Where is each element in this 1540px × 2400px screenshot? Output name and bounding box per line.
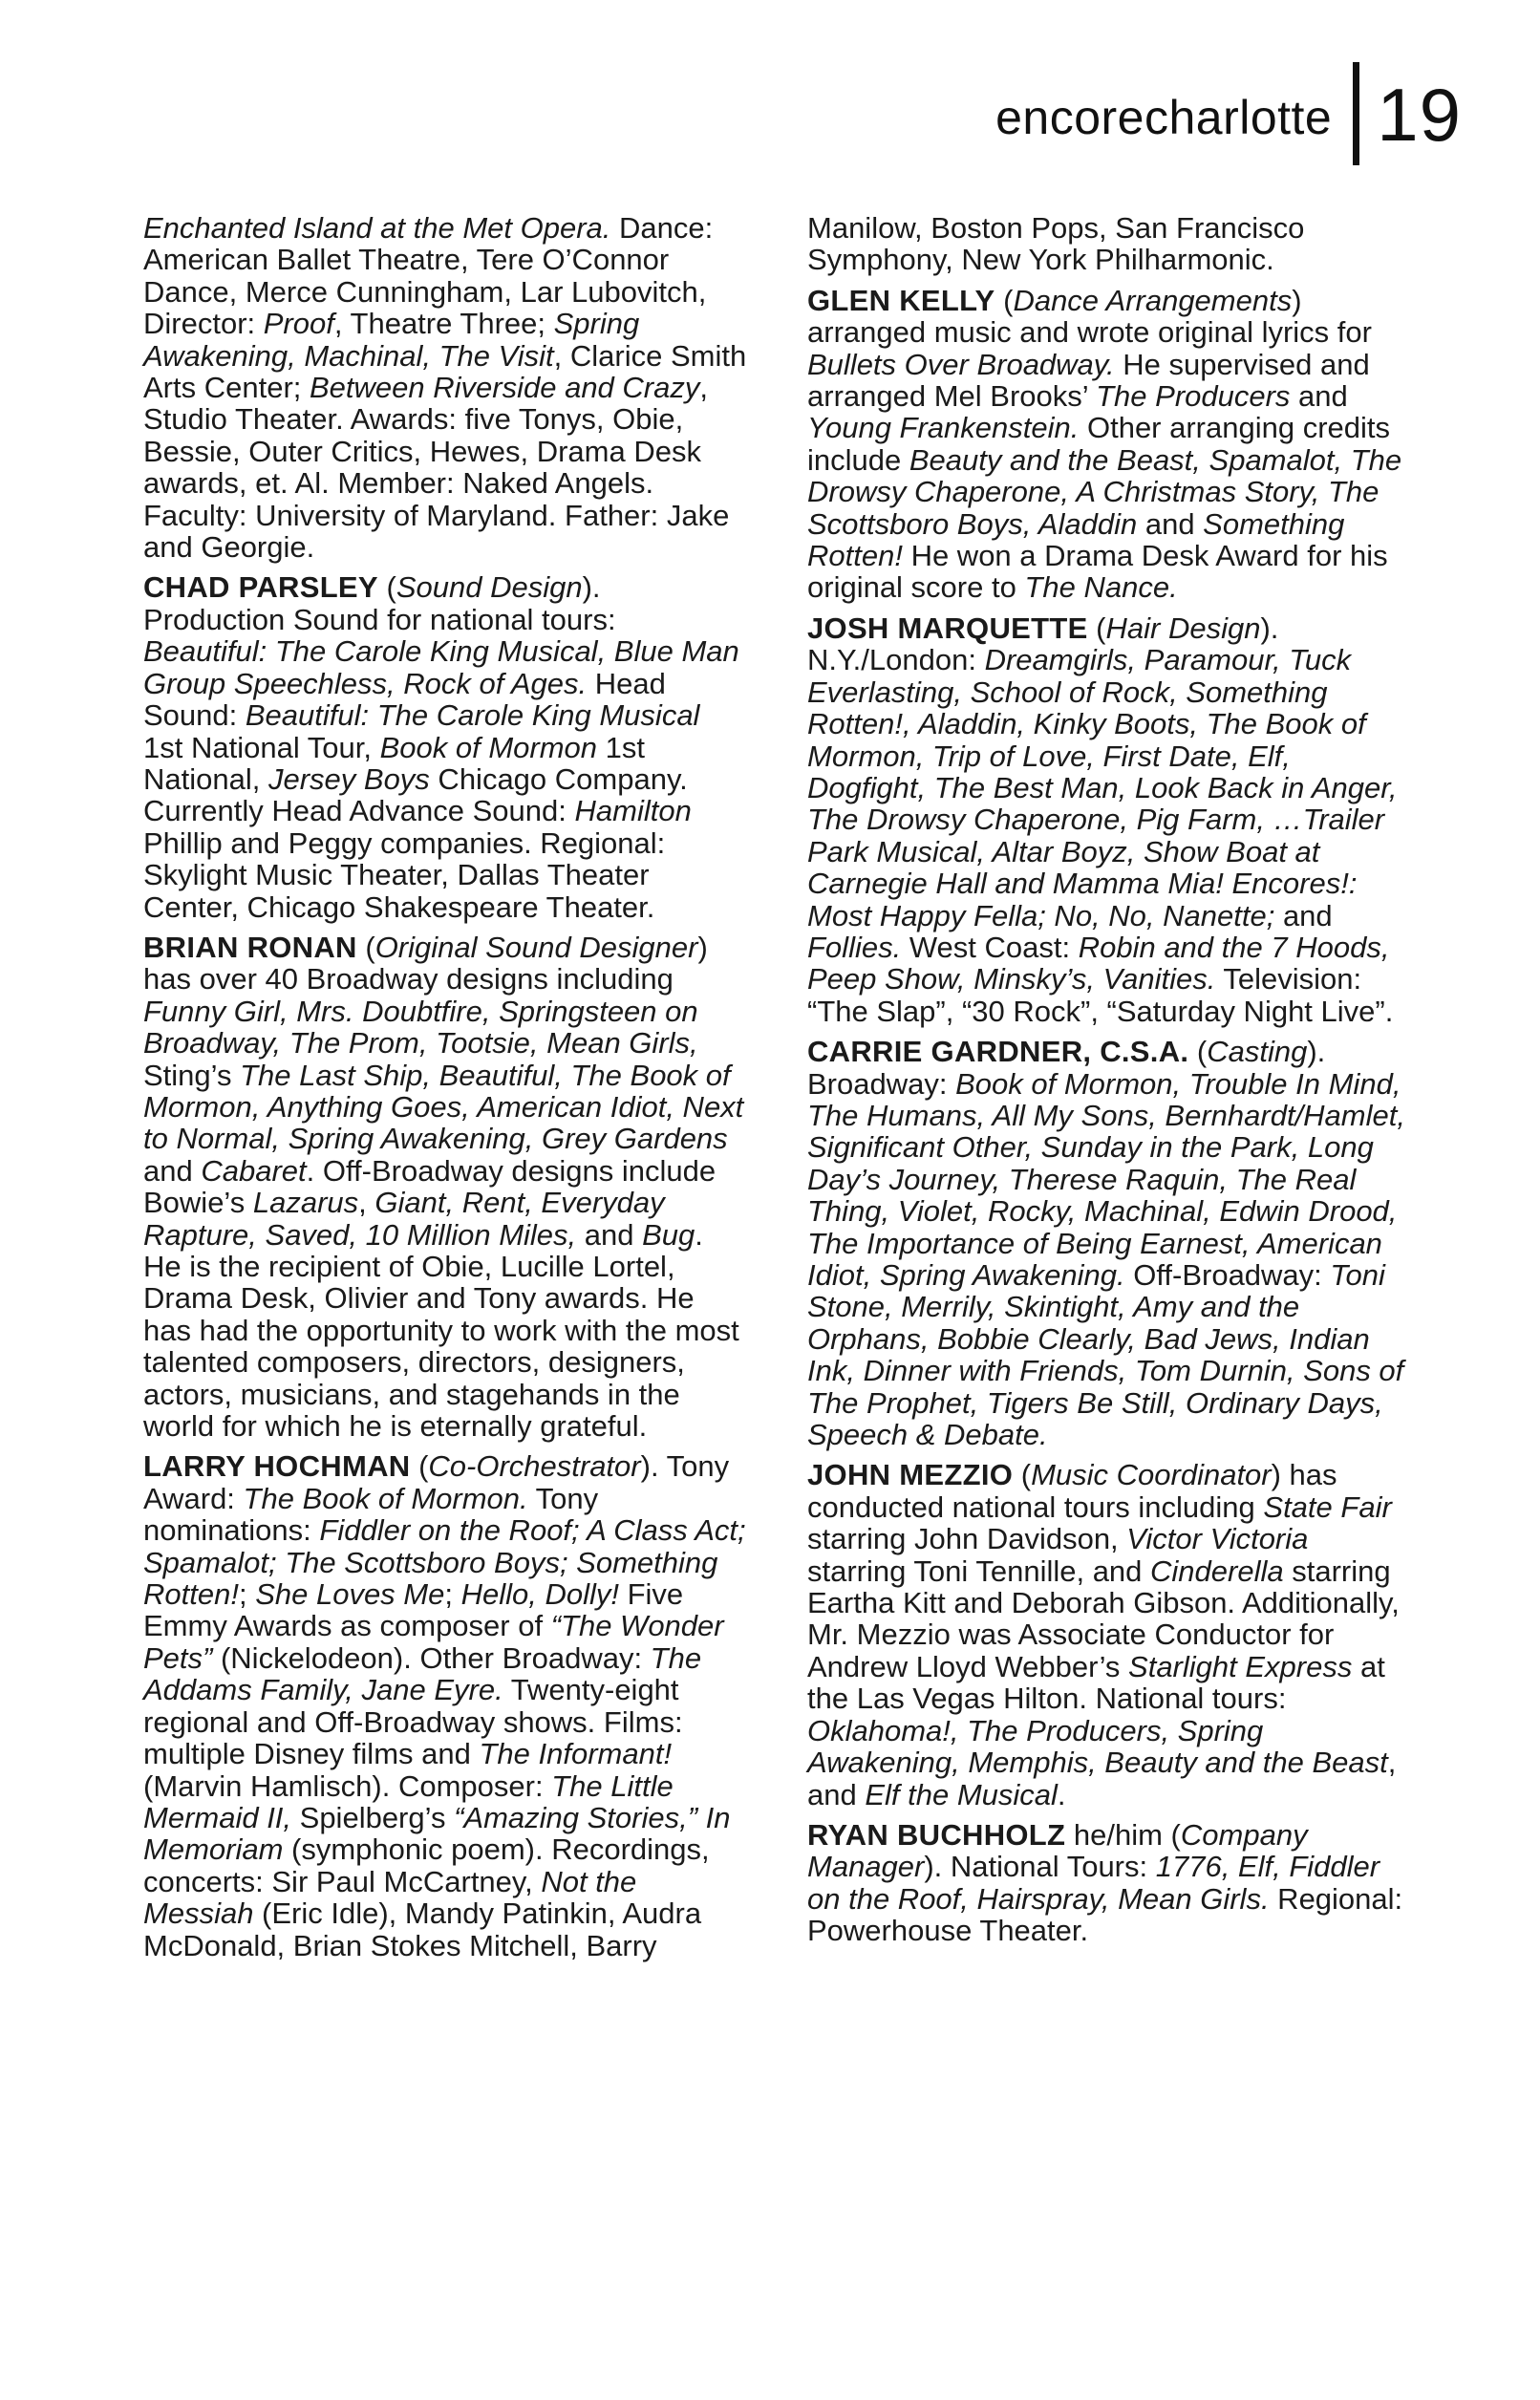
body-text: ). Tony Award:	[143, 1449, 730, 1515]
body-text: ;	[444, 1577, 461, 1612]
bio-name: LARRY HOCHMAN	[143, 1449, 411, 1484]
page-number: 19	[1377, 72, 1462, 157]
body-text: He supervised and arranged Mel Brooks’	[807, 347, 1370, 414]
bio-paragraph	[807, 612, 1409, 1027]
body-text: starring John Davidson,	[807, 1522, 1127, 1556]
italic-title-text: Elf the Musical	[865, 1777, 1058, 1811]
italic-title-text: Spring Awakening, Machinal, The Visit	[143, 307, 640, 373]
body-text: (	[410, 1449, 429, 1484]
publication-title: encorecharlotte	[995, 91, 1333, 144]
body-text: ). National Tours:	[924, 1850, 1156, 1884]
italic-title-text: The Producers	[1096, 379, 1291, 414]
italic-title-text: Jersey Boys	[267, 761, 430, 796]
italic-title-text: Original Sound Designer	[374, 930, 698, 964]
italic-title-text: She Loves Me	[255, 1577, 445, 1612]
bio-paragraph	[807, 1819, 1409, 1947]
italic-title-text: Book of Mormon, Trouble In Mind, The Humans, All My Sons, Bernhardt/Hamlet, Significant Other, Sunday in the Park, Long Day’s Journey, Therese Raquin, The Real Thing, Violet, Rocky, Machinal, Edwin Drood, The Importance of Being Earnest, American Idiot, Spring Awakening.	[807, 1066, 1405, 1292]
italic-title-text: Robin and the 7 Hoods, Peep Show, Minsky’s, Vanities.	[807, 930, 1390, 996]
body-text: and	[576, 1217, 643, 1252]
italic-title-text: The Addams Family, Jane Eyre.	[143, 1640, 702, 1707]
italic-title-text: Not the Messiah	[143, 1864, 637, 1931]
italic-title-text: Toni Stone, Merrily, Skintight, Amy and the Orphans, Bobbie Clearly, Bad Jews, Indian Ink, Dinner with Friends, Tom Durnin, Sons of The Prophet, Tigers Be Still, Ordinary Days, Speech & Debate.	[807, 1258, 1404, 1452]
body-text: Other arranging credits include	[807, 411, 1391, 477]
italic-title-text: Oklahoma!, The Producers, Spring Awakening, Memphis, Beauty and the Beast	[807, 1713, 1388, 1780]
body-text: ) has conducted national tours including	[807, 1458, 1337, 1524]
italic-title-text: The Informant!	[479, 1737, 673, 1771]
body-text: (	[377, 570, 396, 605]
body-text: (	[356, 930, 375, 964]
bio-name: RYAN BUCHHOLZ	[807, 1817, 1066, 1852]
italic-title-text: Co-Orchestrator	[428, 1449, 641, 1484]
italic-title-text: Starlight Express	[1128, 1649, 1353, 1683]
body-text: Phillip and Peggy companies. Regional: Skylight Music Theater, Dallas Theater Center, Chicago Shakespeare Theater.	[143, 825, 666, 924]
body-text: ;	[238, 1577, 256, 1612]
italic-title-text: The Nance.	[1024, 570, 1178, 605]
body-text: starring Eartha Kitt and Deborah Gibson. Additionally, Mr. Mezzio was Associate Conductor for Andrew Lloyd Webber’s	[807, 1554, 1400, 1683]
body-text: Twenty-eight regional and Off-Broadway shows. Films: multiple Disney films and	[143, 1673, 683, 1771]
body-text: Regional: Powerhouse Theater.	[807, 1881, 1403, 1948]
italic-title-text: Book of Mormon	[379, 730, 598, 764]
bio-paragraph	[143, 1450, 747, 1961]
bio-name: JOHN MEZZIO	[807, 1458, 1014, 1492]
body-text: (	[1188, 1035, 1208, 1069]
body-text: , Theatre Three;	[333, 307, 554, 341]
body-text: Five Emmy Awards as composer of	[143, 1577, 684, 1643]
body-text: (	[995, 283, 1014, 317]
body-text: Spielberg’s	[291, 1800, 455, 1834]
italic-title-text: Bullets Over Broadway.	[807, 347, 1115, 381]
body-text: Dance: American Ballet Theatre, Tere O’Connor Dance, Merce Cunningham, Lar Lubovitch, Director:	[143, 211, 714, 341]
body-text: and	[143, 1153, 202, 1188]
body-text: (Nickelodeon). Other Broadway:	[212, 1640, 651, 1675]
bio-name: BRIAN RONAN	[143, 930, 357, 964]
body-text: and	[1290, 379, 1348, 414]
bio-name: JOSH MARQUETTE	[807, 611, 1088, 645]
italic-title-text: Proof	[263, 307, 334, 341]
body-text: and	[1137, 506, 1204, 541]
body-text: ). Production Sound for national tours:	[143, 570, 616, 636]
italic-title-text: Company Manager	[807, 1817, 1308, 1884]
body-text: (Eric Idle), Mandy Patinkin, Audra McDonald, Brian Stokes Mitchell, Barry	[143, 1896, 702, 1962]
italic-title-text: The Little Mermaid II,	[143, 1768, 674, 1834]
body-text: Head Sound:	[143, 666, 666, 733]
bio-name: GLEN KELLY	[807, 283, 995, 317]
italic-title-text: Sound Design	[396, 570, 583, 605]
header-divider	[1353, 62, 1359, 165]
italic-title-text: Follies.	[807, 930, 902, 964]
body-text: (	[1087, 611, 1106, 645]
italic-title-text: Beautiful: The Carole King Musical, Blue Man Group Speechless, Rock of Ages.	[143, 634, 739, 700]
italic-title-text: Enchanted Island at the Met Opera.	[143, 211, 611, 245]
body-text: ,	[358, 1186, 375, 1220]
italic-title-text: Fiddler on the Roof; A Class Act; Spamalot; The Scottsboro Boys; Something Rotten!	[143, 1513, 746, 1612]
italic-title-text: Cabaret	[201, 1153, 307, 1188]
italic-title-text: Giant, Rent, Everyday Rapture, Saved, 10 Million Miles,	[143, 1186, 665, 1252]
bio-name: CARRIE GARDNER, C.S.A.	[807, 1035, 1189, 1069]
italic-title-text: “The Wonder Pets”	[143, 1609, 724, 1675]
body-text: .	[1057, 1777, 1066, 1811]
italic-title-text: Music Coordinator	[1031, 1458, 1272, 1492]
body-text: 1st National,	[143, 730, 645, 796]
italic-title-text: Hair Design	[1105, 611, 1261, 645]
left-column	[143, 212, 747, 1970]
bio-paragraph	[807, 1036, 1409, 1450]
bio-name: CHAD PARSLEY	[143, 570, 378, 605]
body-text: , Clarice Smith Arts Center;	[143, 338, 747, 405]
body-text: starring Toni Tennille, and	[807, 1554, 1151, 1588]
body-text: ). Broadway:	[807, 1035, 1326, 1101]
italic-title-text: Beauty and the Beast, Spamalot, The Drowsy Chaperone, A Christmas Story, The Scottsboro Boys, Aladdin	[807, 442, 1402, 541]
bio-paragraph	[143, 571, 747, 922]
italic-title-text: Dreamgirls, Paramour, Tuck Everlasting, School of Rock, Something Rotten!, Aladdin, Kinky Boots, The Book of Mormon, Trip of Love, First Date, Elf, Dogfight, The Best Man, Look Back in Anger, The Drowsy Chaperone, Pig Farm, …Trailer Park Musical, Altar Boyz, Show Boat at Carnegie Hall and Mamma Mia! Encores!: Most Happy Fella; No, No, Nanette;	[807, 643, 1398, 932]
bio-paragraph	[807, 285, 1409, 604]
italic-title-text: Dance Arrangements	[1013, 283, 1293, 317]
italic-title-text: Hamilton	[574, 794, 692, 828]
italic-title-text: The Last Ship, Beautiful, The Book of Mormon, Anything Goes, American Idiot, Next to Normal, Spring Awakening, Grey Gardens	[143, 1058, 744, 1156]
italic-title-text: Casting	[1207, 1035, 1308, 1069]
italic-title-text: The Book of Mormon.	[243, 1481, 528, 1515]
body-text: He won a Drama Desk Award for his original score to	[807, 539, 1388, 605]
body-text: at the Las Vegas Hilton. National tours:	[807, 1649, 1385, 1716]
body-text: Off-Broadway:	[1124, 1258, 1331, 1292]
body-text: 1st National Tour,	[143, 730, 380, 764]
italic-title-text: Hello, Dolly!	[460, 1577, 619, 1612]
body-text: Sting’s	[143, 1058, 241, 1092]
italic-title-text: 1776, Elf, Fiddler on the Roof, Hairspray, Mean Girls.	[807, 1850, 1380, 1916]
body-text: , Studio Theater. Awards: five Tonys, Obie, Bessie, Outer Critics, Hewes, Drama Desk awards, et. Al. Member: Naked Angels. Faculty: University of Maryland. Father: Jake and Georgie.	[143, 371, 730, 565]
body-text: ) arranged music and wrote original lyrics for	[807, 283, 1372, 350]
italic-title-text: Young Frankenstein.	[807, 411, 1080, 445]
body-text: . Off-Broadway designs include Bowie’s	[143, 1153, 717, 1220]
body-text: West Coast:	[901, 930, 1079, 964]
body-text: . He is the recipient of Obie, Lucille Lortel, Drama Desk, Olivier and Tony awards. He has had the opportunity to work with the most talented composers, directors, designers, actors, musicians, and stagehands in the world for which he is eternally grateful.	[143, 1217, 739, 1444]
body-text: (symphonic poem). Recordings, concerts: Sir Paul McCartney,	[143, 1832, 710, 1898]
bio-paragraph	[807, 1459, 1409, 1810]
bio-paragraph	[143, 212, 747, 563]
italic-title-text: Bug	[642, 1217, 695, 1252]
body-text: , and	[807, 1746, 1397, 1811]
body-text: Chicago Company. Currently Head Advance Sound:	[143, 761, 688, 828]
body-text: Television: “The Slap”, “30 Rock”, “Saturday Night Live”.	[807, 962, 1394, 1028]
bio-paragraph	[143, 932, 747, 1443]
bio-paragraph	[807, 212, 1409, 276]
body-text: ) has over 40 Broadway designs including	[143, 930, 708, 996]
page-header	[995, 61, 1462, 166]
italic-title-text: Between Riverside and Crazy	[310, 371, 700, 405]
right-column	[807, 212, 1409, 1956]
italic-title-text: “Amazing Stories,” In Memoriam	[143, 1800, 731, 1867]
body-text: he/him (	[1065, 1817, 1181, 1852]
italic-title-text: Beautiful: The Carole King Musical	[245, 698, 700, 733]
italic-title-text: Something Rotten!	[807, 506, 1345, 573]
italic-title-text: State Fair	[1263, 1489, 1392, 1524]
body-text: (Marvin Hamlisch). Composer:	[143, 1768, 552, 1803]
body-text: ). N.Y./London:	[807, 611, 1279, 677]
body-text: (	[1013, 1458, 1032, 1492]
italic-title-text: Lazarus	[252, 1186, 359, 1220]
italic-title-text: Cinderella	[1150, 1554, 1284, 1588]
italic-title-text: Victor Victoria	[1126, 1522, 1309, 1556]
italic-title-text: Funny Girl, Mrs. Doubtfire, Springsteen on Broadway, The Prom, Tootsie, Mean Girls,	[143, 994, 698, 1061]
body-text: Tony nominations:	[143, 1481, 599, 1548]
body-text: and	[1274, 898, 1333, 932]
body-text: Manilow, Boston Pops, San Francisco Symphony, New York Philharmonic.	[807, 211, 1305, 277]
